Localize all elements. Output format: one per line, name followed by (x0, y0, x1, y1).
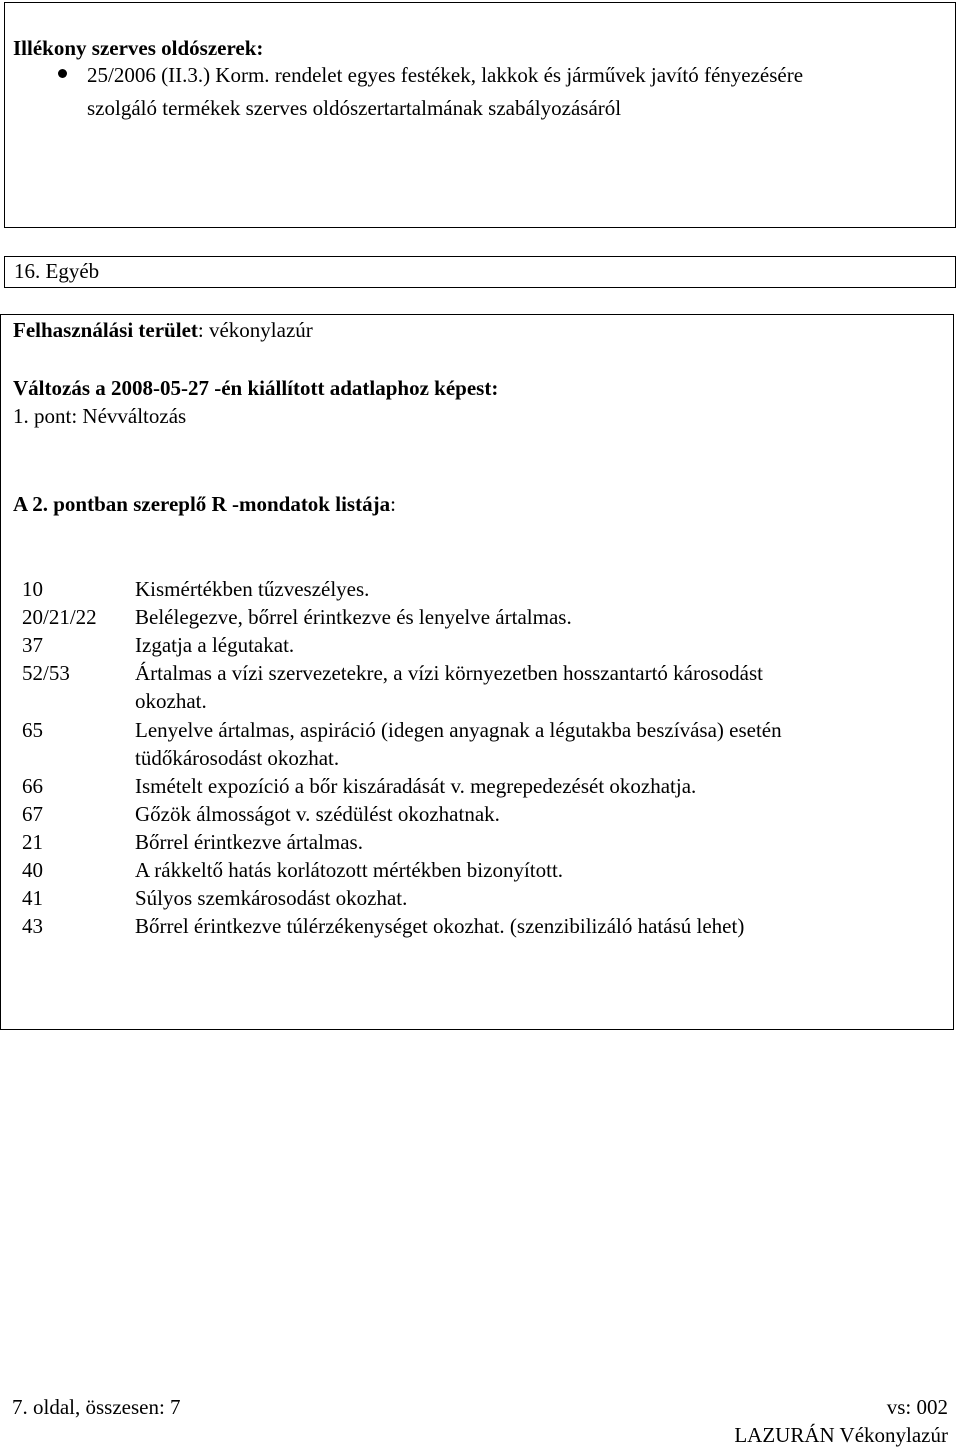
change-value: 1. pont: Névváltozás (13, 404, 187, 428)
r-list-heading (13, 492, 396, 516)
usage-value: : vékonylazúr (197, 318, 313, 342)
section-16-title: 16. Egyéb (14, 259, 100, 283)
r-phrase-text: Gőzök álmosságot v. szédülést okozhatnak. (135, 802, 500, 826)
r-phrase-text: Ismételt expozíció a bőr kiszáradását v. megrepedezését okozhatja. (135, 774, 697, 798)
r-phrase-text: Lenyelve ártalmas, aspiráció (idegen anyagnak a légutakba beszívása) esetén (135, 718, 782, 742)
r-phrase-code: 37 (22, 633, 43, 657)
r-phrase-text: okozhat. (135, 689, 207, 713)
r-phrase-text: tüdőkárosodást okozhat. (135, 746, 340, 770)
r-phrase-code: 21 (22, 830, 43, 854)
regulation-line-1: 25/2006 (II.3.) Korm. rendelet egyes festékek, lakkok és járművek javító fényezésére (87, 63, 804, 87)
r-phrase-text: Bőrrel érintkezve túlérzékenységet okozhat. (szenzibilizáló hatású lehet) (135, 914, 745, 938)
r-phrase-text: Izgatja a légutakat. (135, 633, 295, 657)
r-phrase-text: Ártalmas a vízi szervezetekre, a vízi környezetben hosszantartó károsodást (135, 661, 763, 685)
usage-label: Felhasználási terület (13, 318, 198, 342)
r-phrase-code: 67 (22, 802, 43, 826)
bullet-icon (58, 69, 67, 78)
product-name: LAZURÁN Vékonylazúr (734, 1423, 948, 1447)
r-phrase-code: 43 (22, 914, 43, 938)
volatile-solvents-heading: Illékony szerves oldószerek: (13, 36, 264, 60)
usage-line (13, 318, 313, 342)
section-16-title-box (4, 256, 956, 288)
r-phrase-code: 52/53 (22, 661, 70, 685)
page-number: 7. oldal, összesen: 7 (12, 1395, 181, 1419)
change-label: Változás a 2008-05-27 -én kiállított adatlaphoz képest: (13, 376, 499, 400)
r-phrase-text: A rákkeltő hatás korlátozott mértékben bizonyított. (135, 858, 564, 882)
r-list-colon: : (390, 492, 396, 516)
version-label: vs: 002 (886, 1395, 948, 1419)
r-phrase-text: Bőrrel érintkezve ártalmas. (135, 830, 363, 854)
r-phrase-code: 20/21/22 (22, 605, 97, 629)
regulation-line-2: szolgáló termékek szerves oldószertartalmának szabályozásáról (87, 96, 622, 120)
r-phrase-code: 10 (22, 577, 43, 601)
r-phrase-code: 65 (22, 718, 43, 742)
r-phrase-code: 40 (22, 858, 43, 882)
r-phrase-text: Súlyos szemkárosodást okozhat. (135, 886, 408, 910)
r-phrase-text: Belélegezve, bőrrel érintkezve és lenyelve ártalmas. (135, 605, 572, 629)
r-phrase-text: Kismértékben tűzveszélyes. (135, 577, 370, 601)
r-phrase-code: 66 (22, 774, 43, 798)
r-list-label: A 2. pontban szereplő R -mondatok listája (13, 492, 391, 516)
r-phrase-code: 41 (22, 886, 43, 910)
